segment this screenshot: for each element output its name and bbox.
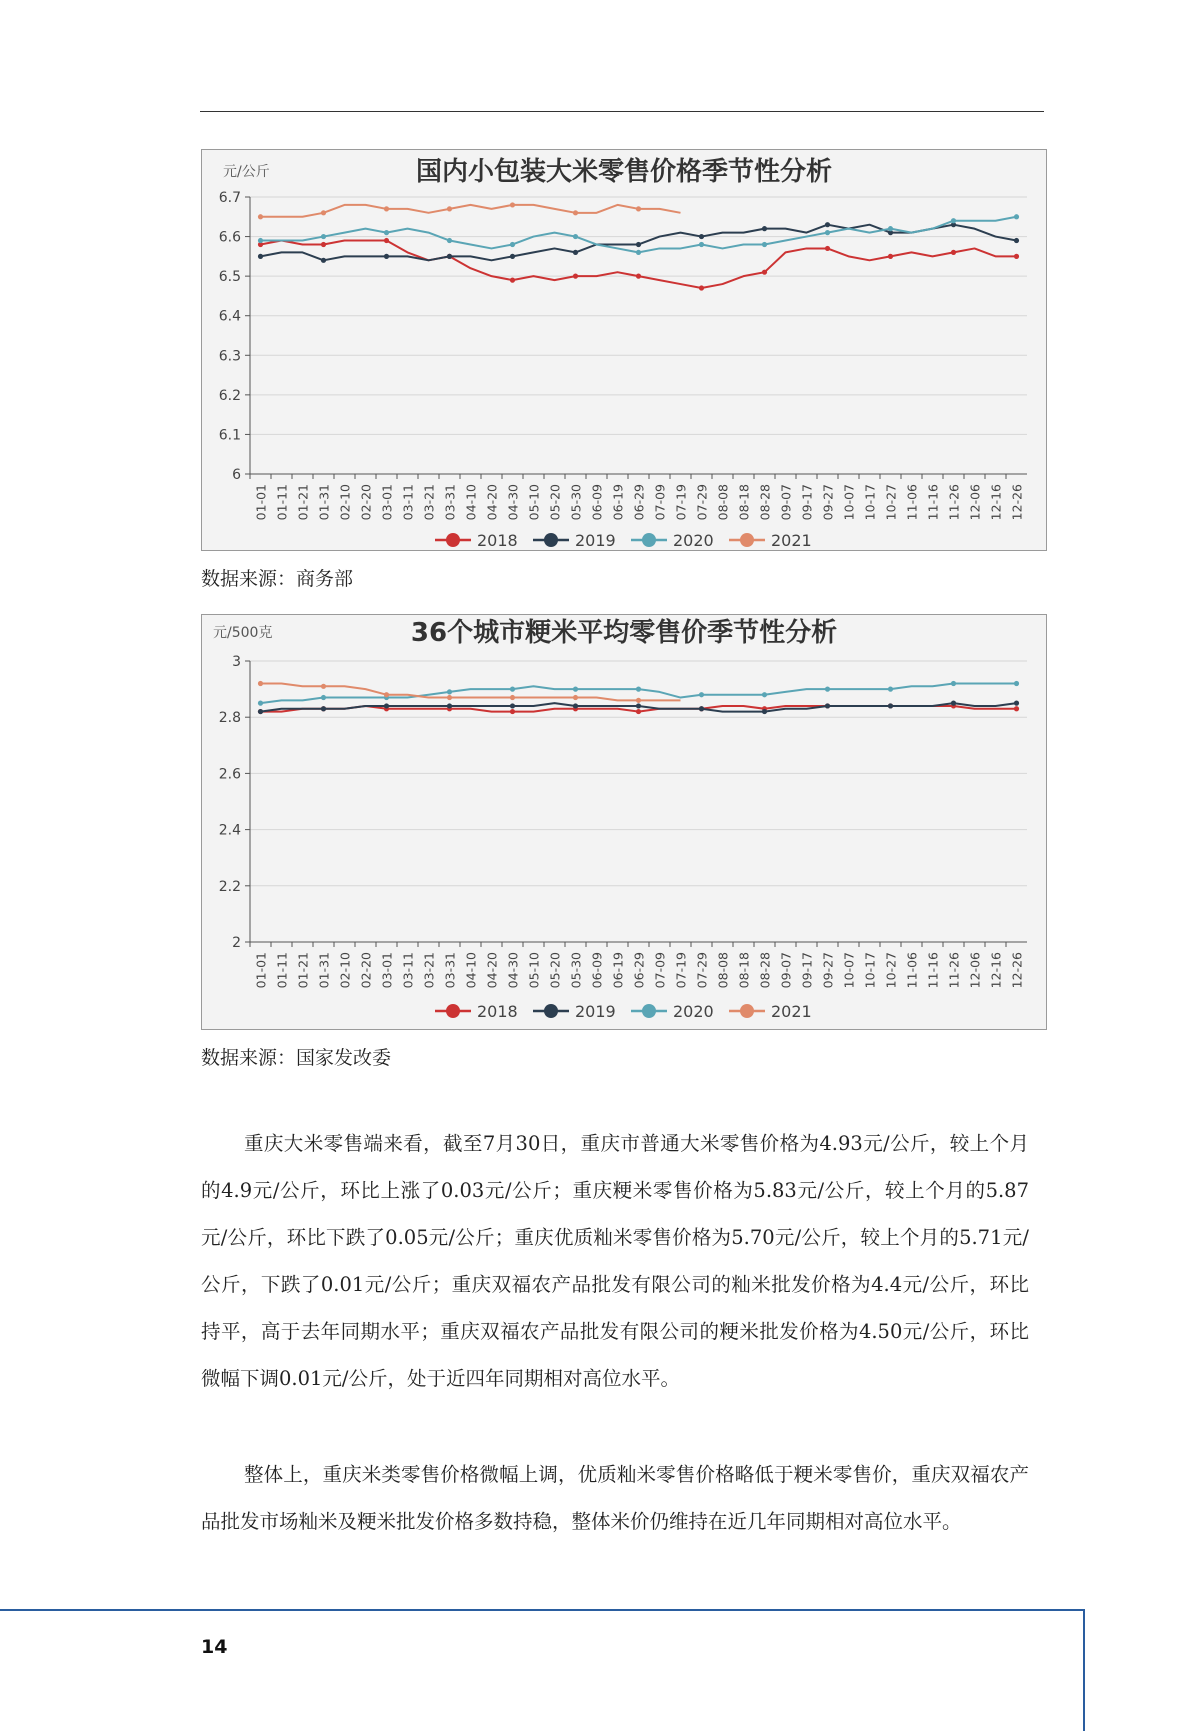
x-tick-label: 04-30 bbox=[505, 952, 521, 989]
data-point-2018 bbox=[699, 285, 704, 290]
y-tick-label: 6.5 bbox=[218, 269, 241, 286]
x-tick-label: 11-06 bbox=[904, 952, 920, 989]
data-point-2020 bbox=[825, 687, 830, 692]
data-point-2019 bbox=[699, 706, 704, 711]
data-point-2018 bbox=[384, 238, 389, 243]
y-tick-label: 6.1 bbox=[218, 427, 241, 444]
x-tick-label: 12-26 bbox=[1009, 952, 1025, 989]
x-tick-label: 01-31 bbox=[316, 484, 332, 521]
data-point-2020 bbox=[888, 226, 893, 231]
x-tick-label: 07-29 bbox=[694, 484, 710, 521]
data-point-2019 bbox=[321, 706, 326, 711]
data-point-2021 bbox=[384, 206, 389, 211]
y-tick-label: 6 bbox=[232, 467, 241, 483]
legend-label-2020: 2020 bbox=[673, 1002, 714, 1021]
data-point-2019 bbox=[636, 242, 641, 247]
chart-title: 国内小包装大米零售价格季节性分析 bbox=[415, 157, 833, 187]
x-tick-label: 01-21 bbox=[295, 952, 311, 989]
y-tick-label: 6.7 bbox=[218, 190, 241, 206]
data-point-2018 bbox=[510, 709, 515, 714]
x-tick-label: 10-27 bbox=[883, 484, 899, 521]
x-tick-label: 03-21 bbox=[421, 952, 437, 989]
data-point-2018 bbox=[321, 242, 326, 247]
data-point-2019 bbox=[951, 701, 956, 706]
x-tick-label: 07-09 bbox=[652, 484, 668, 521]
x-tick-label: 05-10 bbox=[526, 484, 542, 521]
x-tick-label: 09-27 bbox=[820, 952, 836, 989]
data-point-2020 bbox=[510, 242, 515, 247]
x-tick-label: 12-26 bbox=[1009, 484, 1025, 521]
x-tick-label: 08-08 bbox=[715, 952, 731, 989]
x-tick-label: 03-21 bbox=[421, 484, 437, 521]
y-tick-label: 6.4 bbox=[218, 308, 241, 325]
data-point-2019 bbox=[573, 250, 578, 255]
data-point-2020 bbox=[384, 230, 389, 235]
data-point-2021 bbox=[258, 214, 263, 219]
x-tick-label: 06-09 bbox=[589, 952, 605, 989]
x-tick-label: 03-01 bbox=[379, 484, 395, 521]
x-tick-label: 08-08 bbox=[715, 484, 731, 521]
data-point-2021 bbox=[510, 202, 515, 207]
x-tick-label: 03-31 bbox=[442, 484, 458, 521]
x-tick-label: 01-01 bbox=[253, 952, 269, 989]
data-point-2020 bbox=[573, 234, 578, 239]
data-point-2019 bbox=[825, 703, 830, 708]
x-tick-label: 06-09 bbox=[589, 484, 605, 521]
x-tick-label: 11-16 bbox=[925, 484, 941, 521]
data-point-2019 bbox=[447, 703, 452, 708]
x-tick-label: 02-20 bbox=[358, 484, 374, 521]
data-point-2018 bbox=[825, 246, 830, 251]
x-tick-label: 11-26 bbox=[946, 952, 962, 989]
x-tick-label: 07-09 bbox=[652, 952, 668, 989]
data-point-2021 bbox=[384, 692, 389, 697]
x-tick-label: 07-19 bbox=[673, 484, 689, 521]
data-point-2018 bbox=[636, 274, 641, 279]
data-point-2019 bbox=[384, 703, 389, 708]
legend-marker-2018 bbox=[446, 533, 460, 547]
legend-label-2021: 2021 bbox=[771, 1002, 812, 1021]
x-tick-label: 06-19 bbox=[610, 484, 626, 521]
data-point-2020 bbox=[1014, 214, 1019, 219]
chart-svg-japonica-rice bbox=[202, 615, 1046, 1029]
data-point-2019 bbox=[888, 703, 893, 708]
x-tick-label: 10-17 bbox=[862, 952, 878, 989]
chart-title: 36个城市粳米平均零售价季节性分析 bbox=[410, 618, 838, 648]
data-point-2020 bbox=[447, 689, 452, 694]
x-tick-label: 04-30 bbox=[505, 484, 521, 521]
y-tick-label: 2.2 bbox=[218, 878, 241, 895]
page-number: 14 bbox=[201, 1636, 228, 1658]
data-point-2019 bbox=[762, 226, 767, 231]
data-point-2020 bbox=[258, 701, 263, 706]
x-tick-label: 10-17 bbox=[862, 484, 878, 521]
header-rule bbox=[200, 111, 1044, 112]
x-tick-label: 02-10 bbox=[337, 484, 353, 521]
x-tick-label: 05-30 bbox=[568, 484, 584, 521]
x-tick-label: 01-11 bbox=[274, 952, 290, 989]
data-point-2021 bbox=[636, 206, 641, 211]
data-point-2018 bbox=[1014, 254, 1019, 259]
x-tick-label: 10-07 bbox=[841, 952, 857, 989]
x-tick-label: 10-07 bbox=[841, 484, 857, 521]
x-tick-label: 08-28 bbox=[757, 484, 773, 521]
data-point-2020 bbox=[573, 687, 578, 692]
data-point-2018 bbox=[636, 709, 641, 714]
x-tick-label: 06-29 bbox=[631, 484, 647, 521]
data-point-2019 bbox=[825, 222, 830, 227]
legend-label-2021: 2021 bbox=[771, 531, 812, 550]
data-point-2018 bbox=[573, 274, 578, 279]
x-tick-label: 09-27 bbox=[820, 484, 836, 521]
legend-marker-2019 bbox=[544, 1004, 558, 1018]
data-point-2020 bbox=[1014, 681, 1019, 686]
x-tick-label: 01-21 bbox=[295, 484, 311, 521]
data-point-2019 bbox=[636, 703, 641, 708]
x-tick-label: 05-30 bbox=[568, 952, 584, 989]
x-tick-label: 05-20 bbox=[547, 484, 563, 521]
legend-marker-2020 bbox=[642, 533, 656, 547]
data-point-2019 bbox=[699, 234, 704, 239]
y-tick-label: 6.3 bbox=[218, 348, 241, 365]
legend-label-2018: 2018 bbox=[477, 531, 518, 550]
x-tick-label: 02-20 bbox=[358, 952, 374, 989]
data-point-2021 bbox=[510, 695, 515, 700]
legend-marker-2018 bbox=[446, 1004, 460, 1018]
data-point-2020 bbox=[321, 695, 326, 700]
x-tick-label: 10-27 bbox=[883, 952, 899, 989]
x-tick-label: 11-16 bbox=[925, 952, 941, 989]
x-tick-label: 12-06 bbox=[967, 952, 983, 989]
chart-small-package-rice bbox=[201, 149, 1047, 551]
series-line-2018 bbox=[261, 241, 1017, 288]
paragraph-retail-prices: 重庆大米零售端来看，截至7月30日，重庆市普通大米零售价格为4.93元/公斤，较上个月的4.9元/公斤，环比上涨了0.03元/公斤；重庆粳米零售价格为5.83元/公斤，较上个月的5.87元/公斤，环比下跌了0.05元/公斤；重庆优质籼米零售价格为5.70元/公斤，较上个月的5.71元/公斤，下跌了0.01元/公斤；重庆双福农产品批发有限公司的籼米批发价格为4.4元/公斤，环比持平，高于去年同期水平；重庆双福农产品批发有限公司的粳米批发价格为4.50元/公斤，环比微幅下调0.01元/公斤，处于近四年同期相对高位水平。 bbox=[201, 1132, 1029, 1390]
legend-label-2020: 2020 bbox=[673, 531, 714, 550]
legend-marker-2019 bbox=[544, 533, 558, 547]
y-tick-label: 6.2 bbox=[218, 387, 241, 404]
x-tick-label: 03-01 bbox=[379, 952, 395, 989]
x-tick-label: 09-07 bbox=[778, 952, 794, 989]
x-tick-label: 03-11 bbox=[400, 484, 416, 521]
data-point-2019 bbox=[762, 709, 767, 714]
x-tick-label: 06-29 bbox=[631, 952, 647, 989]
legend-marker-2020 bbox=[642, 1004, 656, 1018]
y-tick-label: 2.8 bbox=[218, 710, 241, 727]
x-tick-label: 05-20 bbox=[547, 952, 563, 989]
data-point-2019 bbox=[447, 254, 452, 259]
data-point-2020 bbox=[888, 687, 893, 692]
data-point-2020 bbox=[699, 242, 704, 247]
data-point-2021 bbox=[258, 681, 263, 686]
x-tick-label: 06-19 bbox=[610, 952, 626, 989]
legend-label-2018: 2018 bbox=[477, 1002, 518, 1021]
chart-source-1: 数据来源：商务部 bbox=[201, 568, 354, 590]
y-axis-unit: 元/500克 bbox=[213, 625, 273, 641]
data-point-2020 bbox=[699, 692, 704, 697]
y-tick-label: 2.6 bbox=[218, 766, 241, 783]
y-tick-label: 3 bbox=[232, 654, 241, 670]
legend-marker-2021 bbox=[740, 533, 754, 547]
x-tick-label: 11-06 bbox=[904, 484, 920, 521]
data-point-2021 bbox=[321, 210, 326, 215]
data-point-2020 bbox=[636, 687, 641, 692]
x-tick-label: 08-18 bbox=[736, 484, 752, 521]
x-tick-label: 08-18 bbox=[736, 952, 752, 989]
x-tick-label: 03-31 bbox=[442, 952, 458, 989]
x-tick-label: 04-10 bbox=[463, 952, 479, 989]
x-tick-label: 08-28 bbox=[757, 952, 773, 989]
x-tick-label: 01-11 bbox=[274, 484, 290, 521]
y-tick-label: 6.6 bbox=[218, 229, 241, 246]
paragraph-summary: 整体上，重庆米类零售价格微幅上调，优质籼米零售价格略低于粳米零售价，重庆双福农产品批发市场籼米及粳米批发价格多数持稳，整体米价仍维持在近几年同期相对高位水平。 bbox=[201, 1463, 1029, 1533]
x-tick-label: 12-06 bbox=[967, 484, 983, 521]
data-point-2021 bbox=[636, 698, 641, 703]
chart-svg-small-package-rice bbox=[202, 150, 1046, 550]
legend-label-2019: 2019 bbox=[575, 531, 616, 550]
data-point-2019 bbox=[321, 258, 326, 263]
x-tick-label: 12-16 bbox=[988, 484, 1004, 521]
data-point-2019 bbox=[384, 254, 389, 259]
data-point-2021 bbox=[447, 695, 452, 700]
data-point-2021 bbox=[573, 210, 578, 215]
x-tick-label: 09-17 bbox=[799, 952, 815, 989]
x-tick-label: 01-31 bbox=[316, 952, 332, 989]
x-tick-label: 09-17 bbox=[799, 484, 815, 521]
x-tick-label: 01-01 bbox=[253, 484, 269, 521]
y-tick-label: 2.4 bbox=[218, 822, 241, 839]
data-point-2020 bbox=[951, 218, 956, 223]
footer-frame bbox=[0, 1609, 1085, 1731]
data-point-2020 bbox=[258, 238, 263, 243]
x-tick-label: 04-20 bbox=[484, 484, 500, 521]
data-point-2019 bbox=[1014, 701, 1019, 706]
data-point-2020 bbox=[321, 234, 326, 239]
y-axis-unit: 元/公斤 bbox=[223, 164, 270, 180]
data-point-2021 bbox=[573, 695, 578, 700]
data-point-2020 bbox=[636, 250, 641, 255]
data-point-2020 bbox=[510, 687, 515, 692]
data-point-2020 bbox=[951, 681, 956, 686]
data-point-2019 bbox=[510, 703, 515, 708]
chart-source-2: 数据来源：国家发改委 bbox=[201, 1047, 392, 1069]
x-tick-label: 02-10 bbox=[337, 952, 353, 989]
data-point-2018 bbox=[888, 254, 893, 259]
data-point-2019 bbox=[258, 254, 263, 259]
data-point-2020 bbox=[825, 230, 830, 235]
data-point-2021 bbox=[321, 684, 326, 689]
data-point-2018 bbox=[762, 270, 767, 275]
legend-marker-2021 bbox=[740, 1004, 754, 1018]
data-point-2021 bbox=[447, 206, 452, 211]
x-tick-label: 04-20 bbox=[484, 952, 500, 989]
x-tick-label: 07-19 bbox=[673, 952, 689, 989]
data-point-2019 bbox=[573, 703, 578, 708]
data-point-2018 bbox=[510, 278, 515, 283]
legend-label-2019: 2019 bbox=[575, 1002, 616, 1021]
data-point-2019 bbox=[258, 709, 263, 714]
data-point-2018 bbox=[951, 250, 956, 255]
y-tick-label: 2 bbox=[232, 935, 241, 951]
x-tick-label: 07-29 bbox=[694, 952, 710, 989]
x-tick-label: 09-07 bbox=[778, 484, 794, 521]
chart-japonica-rice-36-cities bbox=[201, 614, 1047, 1030]
data-point-2020 bbox=[447, 238, 452, 243]
x-tick-label: 11-26 bbox=[946, 484, 962, 521]
data-point-2018 bbox=[1014, 706, 1019, 711]
x-tick-label: 05-10 bbox=[526, 952, 542, 989]
x-tick-label: 12-16 bbox=[988, 952, 1004, 989]
data-point-2019 bbox=[1014, 238, 1019, 243]
x-tick-label: 04-10 bbox=[463, 484, 479, 521]
x-tick-label: 03-11 bbox=[400, 952, 416, 989]
data-point-2020 bbox=[762, 692, 767, 697]
data-point-2019 bbox=[510, 254, 515, 259]
data-point-2020 bbox=[762, 242, 767, 247]
